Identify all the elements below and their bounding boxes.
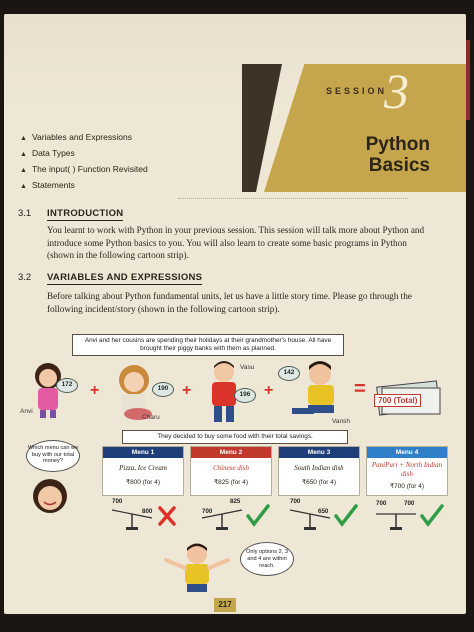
boy-shrugging-illustration xyxy=(162,542,232,594)
session-title xyxy=(324,134,430,176)
menu-card xyxy=(102,446,184,496)
kid-name: Vansh xyxy=(332,418,350,425)
session-title-line1: Python xyxy=(365,134,430,155)
speech-bubble-question: Which menu can we buy with our total money? xyxy=(26,440,80,472)
total-money xyxy=(374,380,444,418)
plus-sign-icon: + xyxy=(264,382,274,399)
menu-title: Menu 1 xyxy=(103,447,183,458)
page-number: 217 xyxy=(214,598,236,612)
piggy-bank-amount: 142 xyxy=(278,366,300,381)
balance-scale-icon xyxy=(108,498,188,534)
triangle-bullet-icon: ▲ xyxy=(20,167,27,174)
balance-scale xyxy=(108,498,188,534)
session-title-line2: Basics xyxy=(368,155,430,176)
balance-scale-icon xyxy=(286,498,366,534)
menu-card xyxy=(190,446,272,496)
equals-sign-icon: = xyxy=(354,378,366,400)
session-banner xyxy=(242,64,466,192)
strip-caption-mid: They decided to buy some food with their total savings. xyxy=(122,430,348,444)
outline-item: ▲ Statements xyxy=(20,178,148,194)
menu-card xyxy=(278,446,360,496)
scale-right-value: 700 xyxy=(404,500,415,507)
speech-bubble-answer: Only options 2, 3 and 4 are within reach. xyxy=(240,542,294,576)
balance-scale xyxy=(198,498,278,534)
section-heading: INTRODUCTION xyxy=(47,208,124,219)
balance-scale xyxy=(286,498,366,534)
piggy-bank-amount: 196 xyxy=(234,388,256,403)
bookmark-ribbon xyxy=(466,40,470,120)
plus-sign-icon: + xyxy=(90,382,100,399)
menu-item: South Indian dish xyxy=(294,464,344,472)
menu-title: Menu 4 xyxy=(367,447,447,458)
cartoon-strip xyxy=(12,332,458,594)
menu-item: Chinese dish xyxy=(213,464,249,472)
outline-item: ▲ Data Types xyxy=(20,146,148,162)
triangle-bullet-icon: ▲ xyxy=(20,151,27,158)
scale-right-value: 800 xyxy=(142,508,153,515)
triangle-bullet-icon: ▲ xyxy=(20,135,27,142)
kid-name: Vasu xyxy=(240,364,255,371)
section-number: 3.1 xyxy=(18,208,32,219)
section-paragraph: Before talking about Python fundamental units, let us have a little story time. Please go through the following incident/story (shown in the following cartoon strip). xyxy=(47,291,412,314)
triangle-bullet-icon: ▲ xyxy=(20,183,27,190)
section-number: 3.2 xyxy=(18,272,32,283)
kid-name: Charu xyxy=(142,414,160,421)
outline-item: ▲ The input( ) Function Revisited xyxy=(20,162,148,178)
menu-card xyxy=(366,446,448,496)
session-label: SESSION xyxy=(326,86,388,96)
strip-caption-top: Anvi and her cousins are spending their holidays at their grandmother's house. All have brought their piggy banks with them as planned. xyxy=(72,334,344,356)
menu-title: Menu 3 xyxy=(279,447,359,458)
outline-item: ▲ Variables and Expressions xyxy=(20,130,148,146)
book-page xyxy=(4,14,466,614)
balance-scale-icon xyxy=(372,498,452,534)
anvi-face-illustration xyxy=(30,476,70,518)
dotted-divider xyxy=(178,198,408,216)
scale-right-value: 825 xyxy=(230,498,241,505)
menu-title: Menu 2 xyxy=(191,447,271,458)
session-outline xyxy=(20,130,148,194)
kid-name: Anvi xyxy=(20,408,33,415)
piggy-bank-amount: 190 xyxy=(152,382,174,397)
menu-price: ₹700 (for 4) xyxy=(389,483,425,490)
balance-scale-icon xyxy=(198,498,278,534)
total-amount-label: 700 (Total) xyxy=(374,394,421,407)
scale-left-value: 700 xyxy=(112,498,123,505)
menu-price: ₹650 (for 4) xyxy=(301,479,337,486)
scale-right-value: 650 xyxy=(318,508,329,515)
menu-price: ₹800 (for 4) xyxy=(125,479,161,486)
menu-price: ₹825 (for 4) xyxy=(213,479,249,486)
menu-item: PaniPuri + North Indian dish xyxy=(371,461,443,478)
session-number: 3 xyxy=(384,63,409,119)
menu-item: Pizza, Ice Cream xyxy=(119,464,167,472)
scale-left-value: 700 xyxy=(376,500,387,507)
balance-scale xyxy=(372,498,452,534)
section-heading: VARIABLES AND EXPRESSIONS xyxy=(47,272,203,283)
section-paragraph: You learnt to work with Python in your previous session. This session will talk more about Python and introduce some Python basics to you. You will also learn to create some basic programs in Python (shown in the following cartoon strip). xyxy=(47,225,425,261)
scale-left-value: 700 xyxy=(290,498,301,505)
plus-sign-icon: + xyxy=(182,382,192,399)
scale-left-value: 700 xyxy=(202,508,213,515)
piggy-bank-amount: 172 xyxy=(56,378,78,393)
